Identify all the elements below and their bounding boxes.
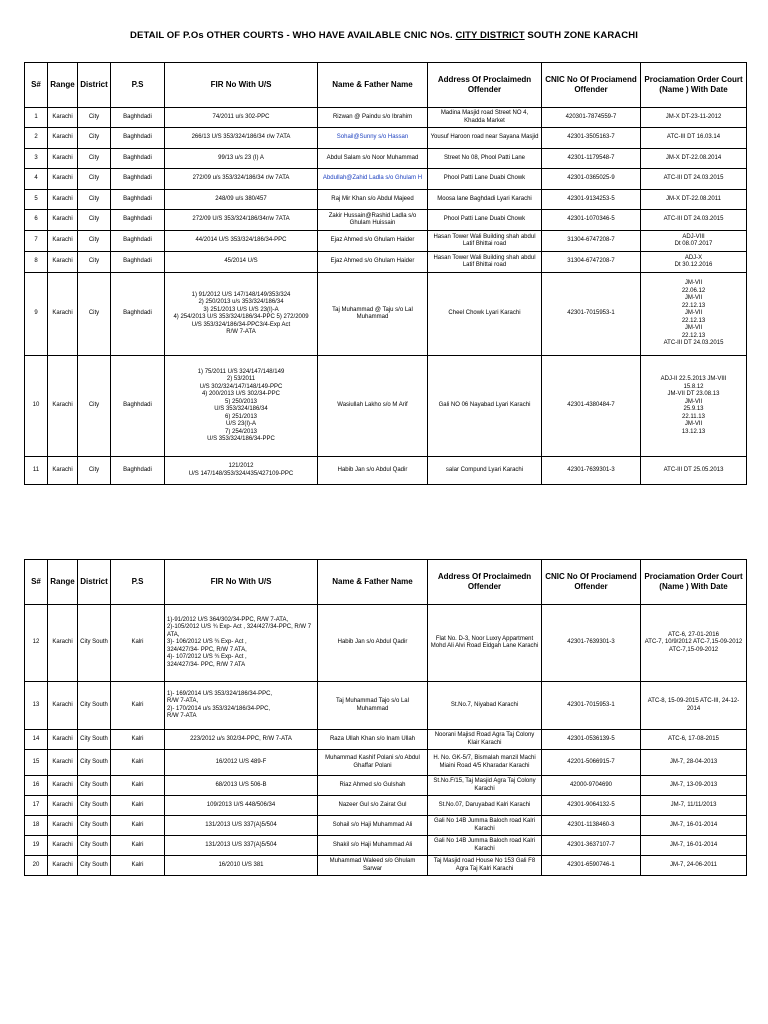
cell-fir: 1)-91/2012 U/S 364/302/34-PPC, R/W 7-ATA, 2)-105/2012 U/S ¾ Exp- Act , 324/427/34-PPC, R/W 7 ATA, 3)- 106/2012 U/S ¾ Exp- Act , 324/427/34- PPC, R/W 7 ATA, 4)- 107/2012 U/S ¾ Exp- Act , 324/427/34- PPC, R/W 7 ATA (165, 605, 318, 682)
cell-sno: 16 (25, 776, 48, 796)
header-address: Address Of Proclaimedn Offender (428, 63, 542, 108)
cell-district: City (78, 128, 111, 149)
cell-name: Nazeer Gul s/o Zairat Gul (318, 796, 428, 816)
cell-district: City (78, 190, 111, 210)
cell-cnic: 31304-6747208-7 (542, 252, 641, 273)
cell-sno: 14 (25, 730, 48, 750)
cell-address: Gali No 14B Jumma Baloch road Kalri Karachi (428, 836, 542, 856)
cell-fir: 272/09 U/S 353/324/186/34r/w 7ATA (165, 210, 318, 231)
cell-cnic: 42301-0536139-5 (542, 730, 641, 750)
cell-cnic: 42201-5066915-7 (542, 750, 641, 776)
cell-sno: 12 (25, 605, 48, 682)
cell-sno: 17 (25, 796, 48, 816)
cell-cnic: 31304-6747208-7 (542, 231, 641, 252)
cell-cnic: 42301-7015953-1 (542, 273, 641, 356)
cell-ps: Baghhdadi (111, 149, 165, 169)
cell-sno: 19 (25, 836, 48, 856)
table-row (25, 128, 747, 149)
cell-fir: 131/2013 U/S 337(A)5/504 (165, 816, 318, 836)
cell-ps: Baghhdadi (111, 273, 165, 356)
cell-name: Sohail@Sunny s/o Hassan (318, 128, 428, 149)
cell-cnic: 42000-9704690 (542, 776, 641, 796)
cell-name: Abdul Salam s/o Noor Muhammad (318, 149, 428, 169)
cell-court: JM-X DT-23-11-2012 (641, 108, 747, 128)
header-range: Range (48, 63, 78, 108)
cell-court: JM-7, 11/11/2013 (641, 796, 747, 816)
cell-cnic: 42301-3637107-7 (542, 836, 641, 856)
cell-fir: 99/13 u/s 23 (I) A (165, 149, 318, 169)
header-district: District (78, 63, 111, 108)
table-row (25, 776, 747, 796)
cell-district: City (78, 457, 111, 485)
cell-ps: Kalri (111, 750, 165, 776)
cell-cnic: 42301-9134253-5 (542, 190, 641, 210)
cell-fir: 109/2013 U/S 448/506/34 (165, 796, 318, 816)
cell-ps: Baghhdadi (111, 457, 165, 485)
cell-name: Muhammad Waleed s/o Ghulam Sarwar (318, 856, 428, 876)
cell-ps: Kalri (111, 682, 165, 730)
cell-cnic: 42301-9064132-5 (542, 796, 641, 816)
header-cnic: CNIC No Of Prociamend Offender (542, 63, 641, 108)
header-fir: FIR No With U/S (165, 63, 318, 108)
cell-sno: 7 (25, 231, 48, 252)
cell-address: St.No.F/15, Taj Masjid Agra Taj Colony Karachi (428, 776, 542, 796)
cell-district: City South (78, 776, 111, 796)
cell-ps: Kalri (111, 856, 165, 876)
cell-fir: 68/2013 U/S 506-B (165, 776, 318, 796)
cell-ps: Baghhdadi (111, 190, 165, 210)
cell-fir: 16/2012 U/S 489-F (165, 750, 318, 776)
cell-sno: 3 (25, 149, 48, 169)
cell-name: Riaz Ahmed s/o Gulshah (318, 776, 428, 796)
cell-court: ATC-III DT 24.03.2015 (641, 210, 747, 231)
cell-name: Abdullah@Zahid Ladla s/o Ghulam H (318, 169, 428, 190)
cell-address: Cheel Chowk Lyari Karachi (428, 273, 542, 356)
cell-cnic: 42301-7639301-3 (542, 457, 641, 485)
cell-sno: 9 (25, 273, 48, 356)
table-row (25, 730, 747, 750)
cell-address: salar Compund Lyari Karachi (428, 457, 542, 485)
header-cnic: CNIC No Of Prociamend Offender (542, 560, 641, 605)
cell-cnic: 42301-6590746-1 (542, 856, 641, 876)
cell-court: ATC-III DT 16.03.14 (641, 128, 747, 149)
header-name: Name & Father Name (318, 560, 428, 605)
header-fir: FIR No With U/S (165, 560, 318, 605)
cell-ps: Kalri (111, 796, 165, 816)
cell-cnic: 42301-7015953-1 (542, 682, 641, 730)
table-row (25, 750, 747, 776)
cell-ps: Kalri (111, 836, 165, 856)
cell-name: Ejaz Ahmed s/o Ghulam Haider (318, 252, 428, 273)
cell-name: Habib Jan s/o Abdul Qadir (318, 605, 428, 682)
cell-range: Karachi (48, 836, 78, 856)
table-row (25, 108, 747, 128)
cell-cnic: 42301-4380484-7 (542, 356, 641, 457)
cell-ps: Baghhdadi (111, 108, 165, 128)
cell-address: Yousuf Haroon road near Sayana Masjid (428, 128, 542, 149)
cell-address: Noorani Majisd Road Agra Taj Colony Klair Karachi (428, 730, 542, 750)
cell-ps: Baghhdadi (111, 252, 165, 273)
cell-ps: Kalri (111, 816, 165, 836)
table-row (25, 605, 747, 682)
header-ps: P.S (111, 63, 165, 108)
cell-ps: Baghhdadi (111, 231, 165, 252)
table-row (25, 273, 747, 356)
cell-ps: Baghhdadi (111, 356, 165, 457)
cell-fir: 131/2013 U/S 337(A)5/504 (165, 836, 318, 856)
cell-range: Karachi (48, 273, 78, 356)
cell-court: JM-X DT-22.08.2011 (641, 190, 747, 210)
cell-name: Sohail s/o Haji Muhammad Ali (318, 816, 428, 836)
cell-address: Hasan Tower Wali Building shah abdul Latif Bhittai road (428, 231, 542, 252)
cell-court: ATC-6, 17-08-2015 (641, 730, 747, 750)
cell-district: City South (78, 816, 111, 836)
cell-district: City (78, 231, 111, 252)
cell-district: City South (78, 856, 111, 876)
cell-cnic: 42301-3505163-7 (542, 128, 641, 149)
cell-sno: 15 (25, 750, 48, 776)
cell-range: Karachi (48, 816, 78, 836)
cell-fir: 44/2014 U/S 353/324/186/34-PPC (165, 231, 318, 252)
cell-court: JM-7, 24-06-2011 (641, 856, 747, 876)
cell-court: ATC-III DT 25.05.2013 (641, 457, 747, 485)
header-court: Prociamation Order Court (Name ) With Date (641, 560, 747, 605)
cell-address: Hasan Tower Wali Building shah abdul Latif Bhittai road (428, 252, 542, 273)
cell-fir: 248/09 u/s 380/457 (165, 190, 318, 210)
cell-district: City (78, 210, 111, 231)
cell-district: City South (78, 730, 111, 750)
cell-address: St.No.07, Daruyabad Kalri Karachi (428, 796, 542, 816)
cell-fir: 1)- 169/2014 U/S 353/324/186/34-PPC, R/W 7-ATA, 2)- 170/2014 u/s 353/324/186/34-PPC, R/W 7-ATA (165, 682, 318, 730)
cell-address: Gali NO 06 Nayabad Lyari Karachi (428, 356, 542, 457)
cell-fir: 1) 75/2011 U/S 324/147/148/149 2) 53/2011 U/S 302/324/147/148/149-PPC 4) 200/2013 U/S 302/34-PPC 5) 250/2013 U/S 353/324/186/34 6) 251/2013 U/S 23(I)-A 7) 254/2013 U/S 353/324/186/34-PPC (165, 356, 318, 457)
cell-court: ATC-III DT 24.03.2015 (641, 169, 747, 190)
cell-court: ATC-8, 15-09-2015 ATC-III, 24-12-2014 (641, 682, 747, 730)
cell-district: City South (78, 836, 111, 856)
cell-name: Shakil s/o Haji Muhammad Ali (318, 836, 428, 856)
cell-district: City (78, 252, 111, 273)
cell-district: City (78, 169, 111, 190)
header-name: Name & Father Name (318, 63, 428, 108)
cell-district: City (78, 149, 111, 169)
cell-fir: 74/2011 u/s 302-PPC (165, 108, 318, 128)
cell-range: Karachi (48, 108, 78, 128)
cell-district: City (78, 356, 111, 457)
cell-ps: Baghhdadi (111, 210, 165, 231)
cell-range: Karachi (48, 457, 78, 485)
cell-cnic: 42301-1179548-7 (542, 149, 641, 169)
cell-name: Raj Mir Khan s/o Abdul Majeed (318, 190, 428, 210)
header-sno: S# (25, 63, 48, 108)
cell-fir: 223/2012 u/s 302/34-PPC, R/W 7-ATA (165, 730, 318, 750)
cell-fir: 272/09 u/s 353/324/186/34 r/w 7ATA (165, 169, 318, 190)
cell-name: Zakir Hussain@Rashid Ladla s/o Ghulam Huissain (318, 210, 428, 231)
cell-address: Moosa lane Baghdadi Lyari Karachi (428, 190, 542, 210)
cell-court: ADJ-VIII Dt 08.07.2017 (641, 231, 747, 252)
cell-ps: Baghhdadi (111, 128, 165, 149)
table-row (25, 231, 747, 252)
cell-fir: 121/2012 U/S 147/148/353/324/435/427109-PPC (165, 457, 318, 485)
cell-address: Phool Patti Lane Duabi Chowk (428, 169, 542, 190)
cell-name: Ejaz Ahmed s/o Ghulam Haider (318, 231, 428, 252)
cell-fir: 1) 91/2012 U/S 147/148/149/353/324 2) 250/2013 u/s 353/324/186/34 3) 251/2013 U/S U/S 23(I)-A 4) 254/2013 U/S 353/324/186/34-PPC 5) 272/2009 U/S 353/324/186/34-PPC3/4-Exp Act R/W 7-ATA (165, 273, 318, 356)
cell-district: City South (78, 796, 111, 816)
table-row (25, 796, 747, 816)
table-row (25, 682, 747, 730)
cell-range: Karachi (48, 776, 78, 796)
cell-address: Street No 08, Phool Patti Lane (428, 149, 542, 169)
cell-range: Karachi (48, 169, 78, 190)
cell-district: City (78, 273, 111, 356)
cell-sno: 18 (25, 816, 48, 836)
cell-address: Madina Masjid road Street NO 4, Khadda Market (428, 108, 542, 128)
header-court: Prociamation Order Court (Name ) With Date (641, 63, 747, 108)
table-row (25, 457, 747, 485)
cell-ps: Baghhdadi (111, 169, 165, 190)
table-row (25, 149, 747, 169)
cell-sno: 1 (25, 108, 48, 128)
table-row (25, 190, 747, 210)
cell-court: JM-7, 28-04-2013 (641, 750, 747, 776)
table-row (25, 210, 747, 231)
cell-fir: 266/13 U/S 353/324/186/34 r/w 7ATA (165, 128, 318, 149)
table-row (25, 856, 747, 876)
cell-sno: 2 (25, 128, 48, 149)
header-range: Range (48, 560, 78, 605)
cell-name: Rizwan @ Paindu s/o Ibrahim (318, 108, 428, 128)
cell-range: Karachi (48, 252, 78, 273)
cell-range: Karachi (48, 856, 78, 876)
cell-name: Wasiullah Lakho s/o M Arif (318, 356, 428, 457)
cell-range: Karachi (48, 190, 78, 210)
cell-name: Habib Jan s/o Abdul Qadir (318, 457, 428, 485)
table-row (25, 356, 747, 457)
cell-address: St.No.7, Niyabad Karachi (428, 682, 542, 730)
cell-cnic: 42301-0365025-9 (542, 169, 641, 190)
cell-name: Taj Muhammad Tajo s/o Lal Muhammad (318, 682, 428, 730)
cell-fir: 16/2010 U/S 381 (165, 856, 318, 876)
cell-ps: Kalri (111, 730, 165, 750)
cell-court: ADJ-II 22.5.2013 JM-VIII 15.8.12 JM-VII DT 23.08.13 JM-VII 25.9.13 22.11.13 JM-VII 13.12.13 (641, 356, 747, 457)
cell-name: Muhammad Kashif Polani s/o Abdul Ghaffar Polani (318, 750, 428, 776)
table-row (25, 252, 747, 273)
cell-address: Taj Masjid road House No 153 Gali F8 Agra Taj Kalri Karachi (428, 856, 542, 876)
cell-court: JM-7, 16-01-2014 (641, 836, 747, 856)
cell-district: City South (78, 605, 111, 682)
cell-address: H. No. GK-5/7, Bismalah manzil Machi Miaini Road 4/5 Kharadar Karachi (428, 750, 542, 776)
cell-range: Karachi (48, 796, 78, 816)
cell-sno: 13 (25, 682, 48, 730)
cell-address: Gali No 14B Jumma Baloch road Kalri Karachi (428, 816, 542, 836)
cell-sno: 11 (25, 457, 48, 485)
cell-range: Karachi (48, 356, 78, 457)
cell-range: Karachi (48, 730, 78, 750)
cell-range: Karachi (48, 210, 78, 231)
cell-address: Phool Patti Lane Duabi Chowk (428, 210, 542, 231)
cell-court: JM-VII 22.06.12 JM-VII 22.12.13 JM-VII 22.12.13 JM-VII 22.12.13 ATC-III DT 24.03.2015 (641, 273, 747, 356)
table-row (25, 836, 747, 856)
cell-court: JM-X DT-22.08.2014 (641, 149, 747, 169)
proclaimed-offenders-table-2 (24, 559, 747, 876)
cell-name: Raza Ullah Khan s/o Inam Ullah (318, 730, 428, 750)
proclaimed-offenders-table-1 (24, 62, 747, 485)
cell-court: ATC-6, 27-01-2016 ATC-7, 10/9/2012 ATC-7,15-09-2012 ATC-7,15-09-2012 (641, 605, 747, 682)
title-underlined-text: CITY DISTRICT (455, 30, 525, 41)
cell-ps: Kalri (111, 605, 165, 682)
header-sno: S# (25, 560, 48, 605)
cell-ps: Kalri (111, 776, 165, 796)
cell-sno: 6 (25, 210, 48, 231)
cell-cnic: 420301-7874559-7 (542, 108, 641, 128)
cell-name: Taj Muhammad @ Taju s/o Lal Muhammad (318, 273, 428, 356)
cell-range: Karachi (48, 750, 78, 776)
cell-sno: 4 (25, 169, 48, 190)
cell-district: City South (78, 750, 111, 776)
cell-address: Flat No. D-3, Noor Luxry Appartment Mohd Ali Alvi Road Eidgah Lane Karachi (428, 605, 542, 682)
cell-range: Karachi (48, 231, 78, 252)
cell-sno: 10 (25, 356, 48, 457)
cell-court: ADJ-X Dt 30.12.2016 (641, 252, 747, 273)
table-row (25, 169, 747, 190)
cell-cnic: 42301-1138460-3 (542, 816, 641, 836)
cell-fir: 45/2014 U/S (165, 252, 318, 273)
cell-cnic: 42301-1070346-5 (542, 210, 641, 231)
table-row (25, 816, 747, 836)
page-title: DETAIL OF P.Os OTHER COURTS - WHO HAVE AVAILABLE CNIC NOs. CITY DISTRICT SOUTH ZONE KARACHI (130, 30, 638, 41)
cell-cnic: 42301-7639301-3 (542, 605, 641, 682)
header-ps: P.S (111, 560, 165, 605)
header-district: District (78, 560, 111, 605)
cell-range: Karachi (48, 128, 78, 149)
cell-sno: 5 (25, 190, 48, 210)
cell-district: City (78, 108, 111, 128)
cell-sno: 20 (25, 856, 48, 876)
cell-range: Karachi (48, 149, 78, 169)
cell-range: Karachi (48, 682, 78, 730)
header-address: Address Of Proclaimedn Offender (428, 560, 542, 605)
cell-sno: 8 (25, 252, 48, 273)
cell-court: JM-7, 16-01-2014 (641, 816, 747, 836)
cell-range: Karachi (48, 605, 78, 682)
cell-district: City South (78, 682, 111, 730)
cell-court: JM-7, 13-09-2013 (641, 776, 747, 796)
